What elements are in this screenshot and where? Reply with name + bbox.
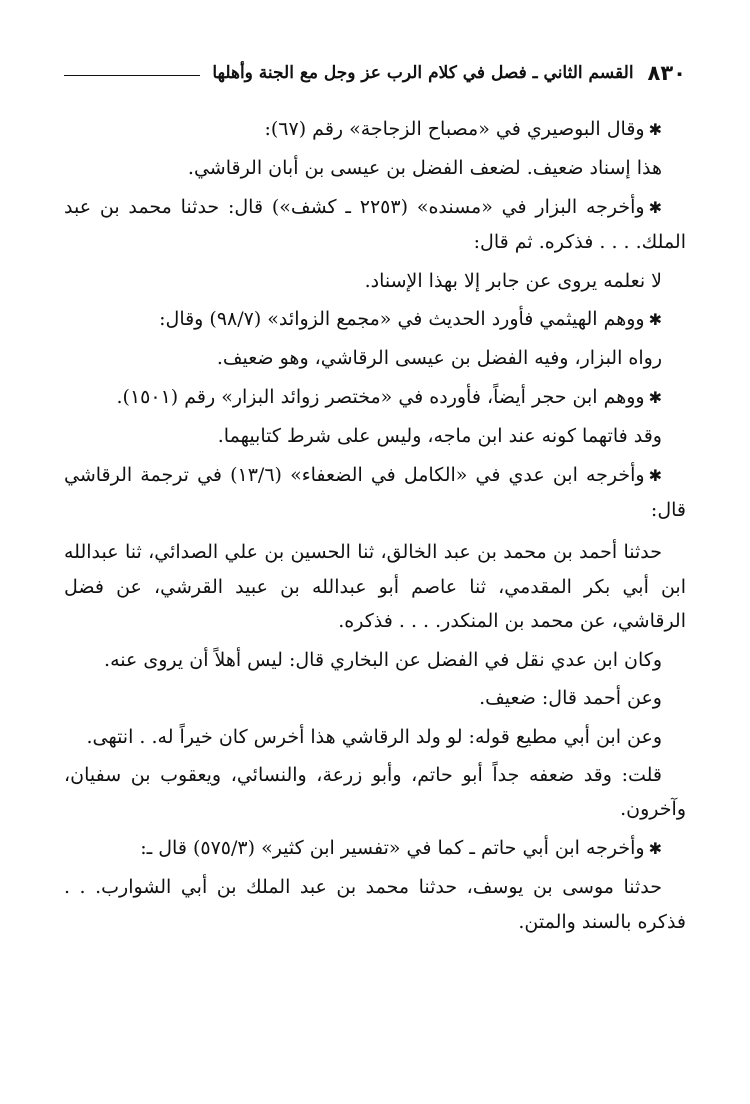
paragraph-text: هذا إسناد ضعيف. لضعف الفضل بن عيسى بن أبان الرقاشي. (187, 157, 662, 180)
paragraph (64, 870, 686, 939)
paragraph-text: حدثنا موسى بن يوسف، حدثنا محمد بن عبد الملك بن أبي الشوارب. . . فذكره بالسند والمتن. (64, 876, 686, 933)
paragraph-text: وأخرجه ابن أبي حاتم ـ كما في «تفسير ابن كثير» (٥٧٥/٣) قال ـ: (140, 836, 645, 859)
asterisk-icon: ✱ (648, 465, 662, 485)
paragraph (64, 458, 686, 528)
asterisk-icon: ✱ (648, 838, 662, 858)
paragraph (64, 380, 686, 415)
book-page (64, 56, 686, 943)
paragraph-text: ووهم الهيثمي فأورد الحديث في «مجمع الزوائد» (٩٨/٧) وقال: (159, 308, 645, 331)
paragraph (64, 151, 686, 185)
paragraph-text: حدثنا أحمد بن محمد بن عبد الخالق، ثنا الحسين بن علي الصدائي، ثنا عبدالله ابن أبي بكر المقدمي، ثنا عاصم أبو عبدالله بن عبيد القرشي، عن فضل الرقاشي، عن محمد بن المنكدر. . . . فذكره. (64, 541, 686, 633)
paragraph (64, 112, 686, 147)
paragraph-text: وكان ابن عدي نقل في الفضل عن البخاري قال: ليس أهلاً أن يروى عنه. (104, 648, 662, 671)
header-rule (64, 75, 200, 76)
paragraph (64, 302, 686, 337)
page-body (64, 112, 686, 939)
paragraph (64, 535, 686, 638)
paragraph (64, 758, 686, 827)
paragraph-text: وقال البوصيري في «مصباح الزجاجة» رقم (٦٧): (264, 118, 645, 140)
paragraph-text: وأخرجه ابن عدي في «الكامل في الضعفاء» (١٣/٦) في ترجمة الرقاشي قال: (64, 463, 686, 522)
page-header (64, 56, 686, 90)
paragraph-text: ووهم ابن حجر أيضاً، فأورده في «مختصر زوائد البزار» رقم (١٥٠١). (116, 385, 645, 408)
asterisk-icon: ✱ (648, 387, 662, 407)
paragraph-text: وقد فاتهما كونه عند ابن ماجه، وليس على شرط كتابيهما. (217, 425, 662, 448)
paragraph (64, 681, 686, 715)
paragraph-text: لا نعلمه يروى عن جابر إلا بهذا الإسناد. (364, 269, 662, 292)
paragraph-text: وأخرجه البزار في «مسنده» (٢٢٥٣ ـ كشف») قال: حدثنا محمد بن عبد الملك. . . . فذكره. ثم قال: (64, 195, 686, 254)
asterisk-icon: ✱ (648, 197, 662, 217)
paragraph-text: وعن ابن أبي مطيع قوله: لو ولد الرقاشي هذا أخرس كان خيراً له. . انتهى. (86, 725, 662, 748)
paragraph-text: رواه البزار، وفيه الفضل بن عيسى الرقاشي، وهو ضعيف. (216, 347, 662, 370)
paragraph (64, 264, 686, 298)
paragraph (64, 720, 686, 754)
paragraph (64, 643, 686, 677)
asterisk-icon: ✱ (648, 120, 662, 139)
page-number: ٨٣٠ (647, 61, 686, 85)
asterisk-icon: ✱ (648, 310, 662, 330)
paragraph (64, 831, 686, 866)
paragraph (64, 341, 686, 375)
paragraph (64, 419, 686, 453)
paragraph (64, 190, 686, 260)
paragraph-text: قلت: وقد ضعفه جداً أبو حاتم، وأبو زرعة، والنسائي، ويعقوب بن سفيان، وآخرون. (64, 763, 686, 821)
paragraph-text: وعن أحمد قال: ضعيف. (479, 687, 662, 710)
running-title: القسم الثاني ـ فصل في كلام الرب عز وجل مع الجنة وأهلها (212, 63, 634, 83)
